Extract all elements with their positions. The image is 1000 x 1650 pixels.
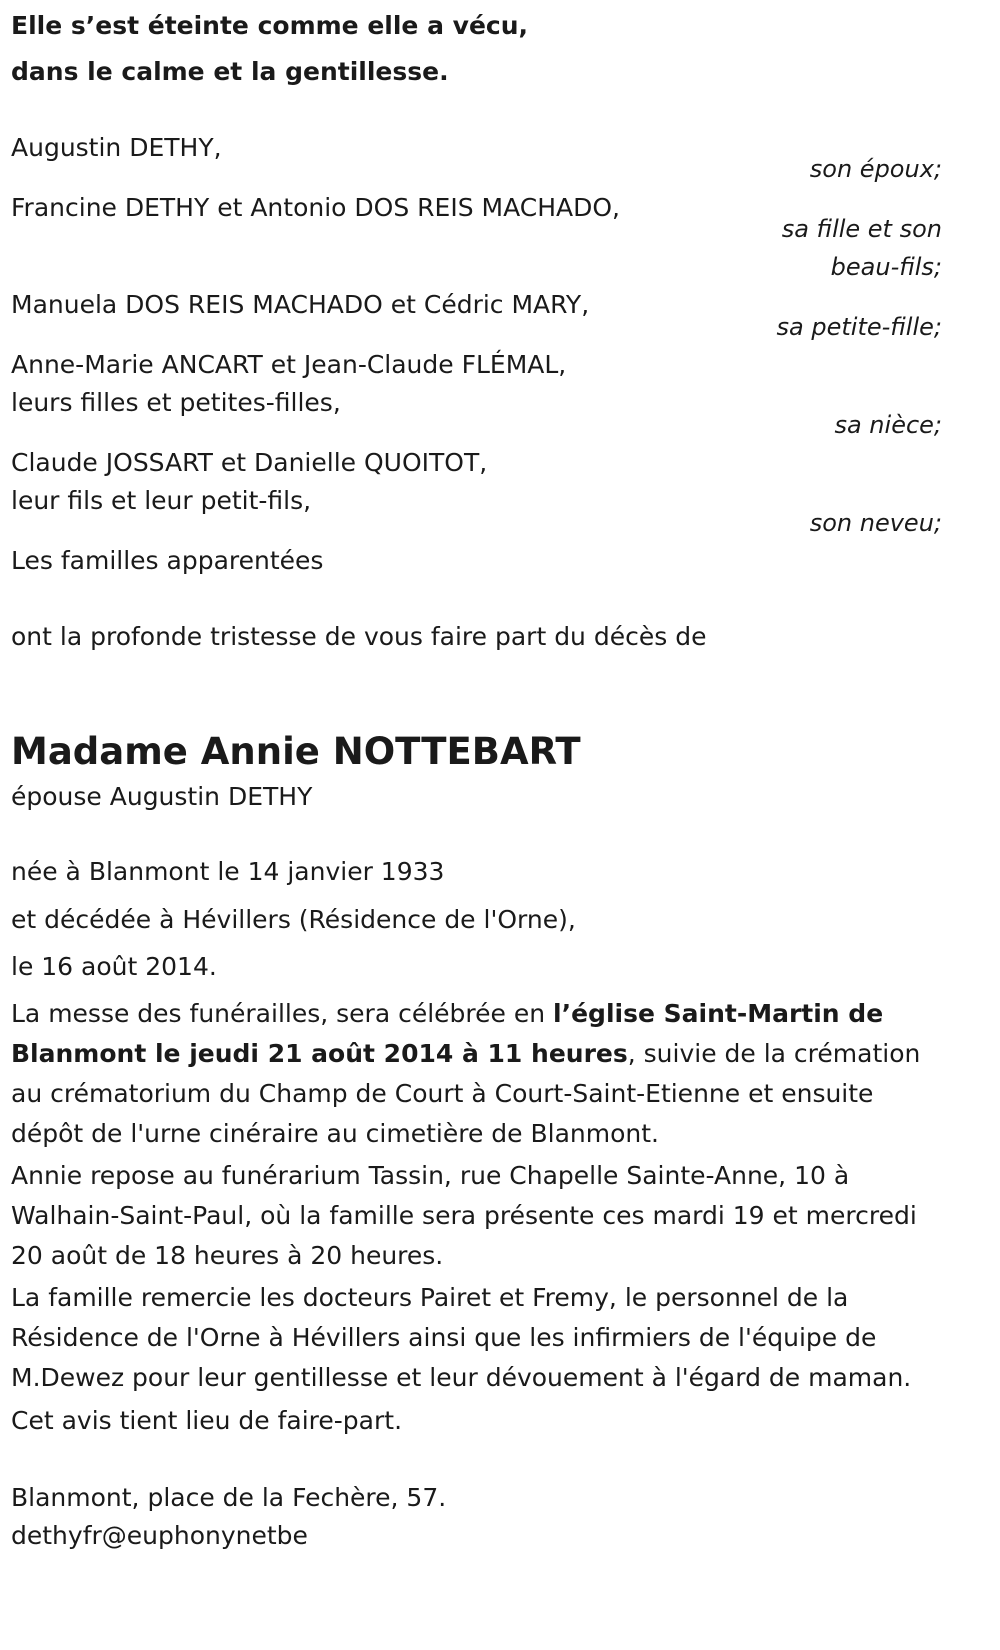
notice-text: Cet avis tient lieu de faire-part. [11, 1406, 403, 1435]
family-relation-daughter-1: sa fille et son [781, 215, 942, 243]
deceased-date: le 16 août 2014. [11, 952, 217, 981]
deceased-died: et décédée à Hévillers (Résidence de l'Orne), [11, 905, 576, 934]
mass-paragraph [11, 994, 951, 1154]
family-relation-spouse: son époux; [809, 155, 942, 183]
mass-text-post: , suivie de la crémation au crématorium du Champ de Court à Court-Saint-Etienne et ensuite dépôt de l'urne cinéraire au cimetière de Blanmont. [11, 1039, 921, 1148]
deceased-born: née à Blanmont le 14 janvier 1933 [11, 857, 445, 886]
family-extended: Les familles apparentées [11, 546, 324, 575]
family-sub-niece: leurs filles et petites-filles, [11, 388, 341, 417]
family-name-nephew: Claude JOSSART et Danielle QUOITOT, [11, 448, 488, 477]
family-name-niece: Anne-Marie ANCART et Jean-Claude FLÉMAL, [11, 350, 567, 379]
family-name-spouse: Augustin DETHY, [11, 133, 222, 162]
contact-email: dethyfr@euphonynetbe [11, 1521, 308, 1550]
intro-line-1: Elle s’est éteinte comme elle a vécu, [11, 11, 529, 40]
deceased-name: Madame Annie NOTTEBART [11, 730, 581, 773]
thanks-paragraph: La famille remercie les docteurs Pairet et Fremy, le personnel de la Résidence de l'Orne à Hévillers ainsi que les infirmiers de l'équipe de M.Dewez pour leur gentillesse et leur dévouement à l'égard de maman. [11, 1283, 912, 1392]
family-relation-daughter-2: beau-fils; [830, 253, 942, 281]
family-relation-niece: sa nièce; [834, 411, 942, 439]
family-name-granddaughter: Manuela DOS REIS MACHADO et Cédric MARY, [11, 290, 590, 319]
intro-line-2: dans le calme et la gentillesse. [11, 57, 449, 86]
family-relation-granddaughter: sa petite-fille; [776, 313, 942, 341]
family-name-daughter: Francine DETHY et Antonio DOS REIS MACHADO, [11, 193, 620, 222]
deceased-spouse: épouse Augustin DETHY [11, 782, 313, 811]
contact-address: Blanmont, place de la Fechère, 57. [11, 1483, 447, 1512]
family-relation-nephew: son neveu; [809, 509, 942, 537]
visitation-paragraph: Annie repose au funérarium Tassin, rue Chapelle Sainte-Anne, 10 à Walhain-Saint-Paul, où la famille sera présente ces mardi 19 et mercredi 20 août de 18 heures à 20 heures. [11, 1161, 917, 1270]
mass-text-pre: La messe des funérailles, sera célébrée en [11, 999, 554, 1028]
family-sub-nephew: leur fils et leur petit-fils, [11, 486, 312, 515]
announcement-text: ont la profonde tristesse de vous faire part du décès de [11, 622, 707, 651]
mass-text-bold: l’église Saint-Martin de Blanmont le jeudi 21 août 2014 à 11 heures [11, 999, 884, 1068]
